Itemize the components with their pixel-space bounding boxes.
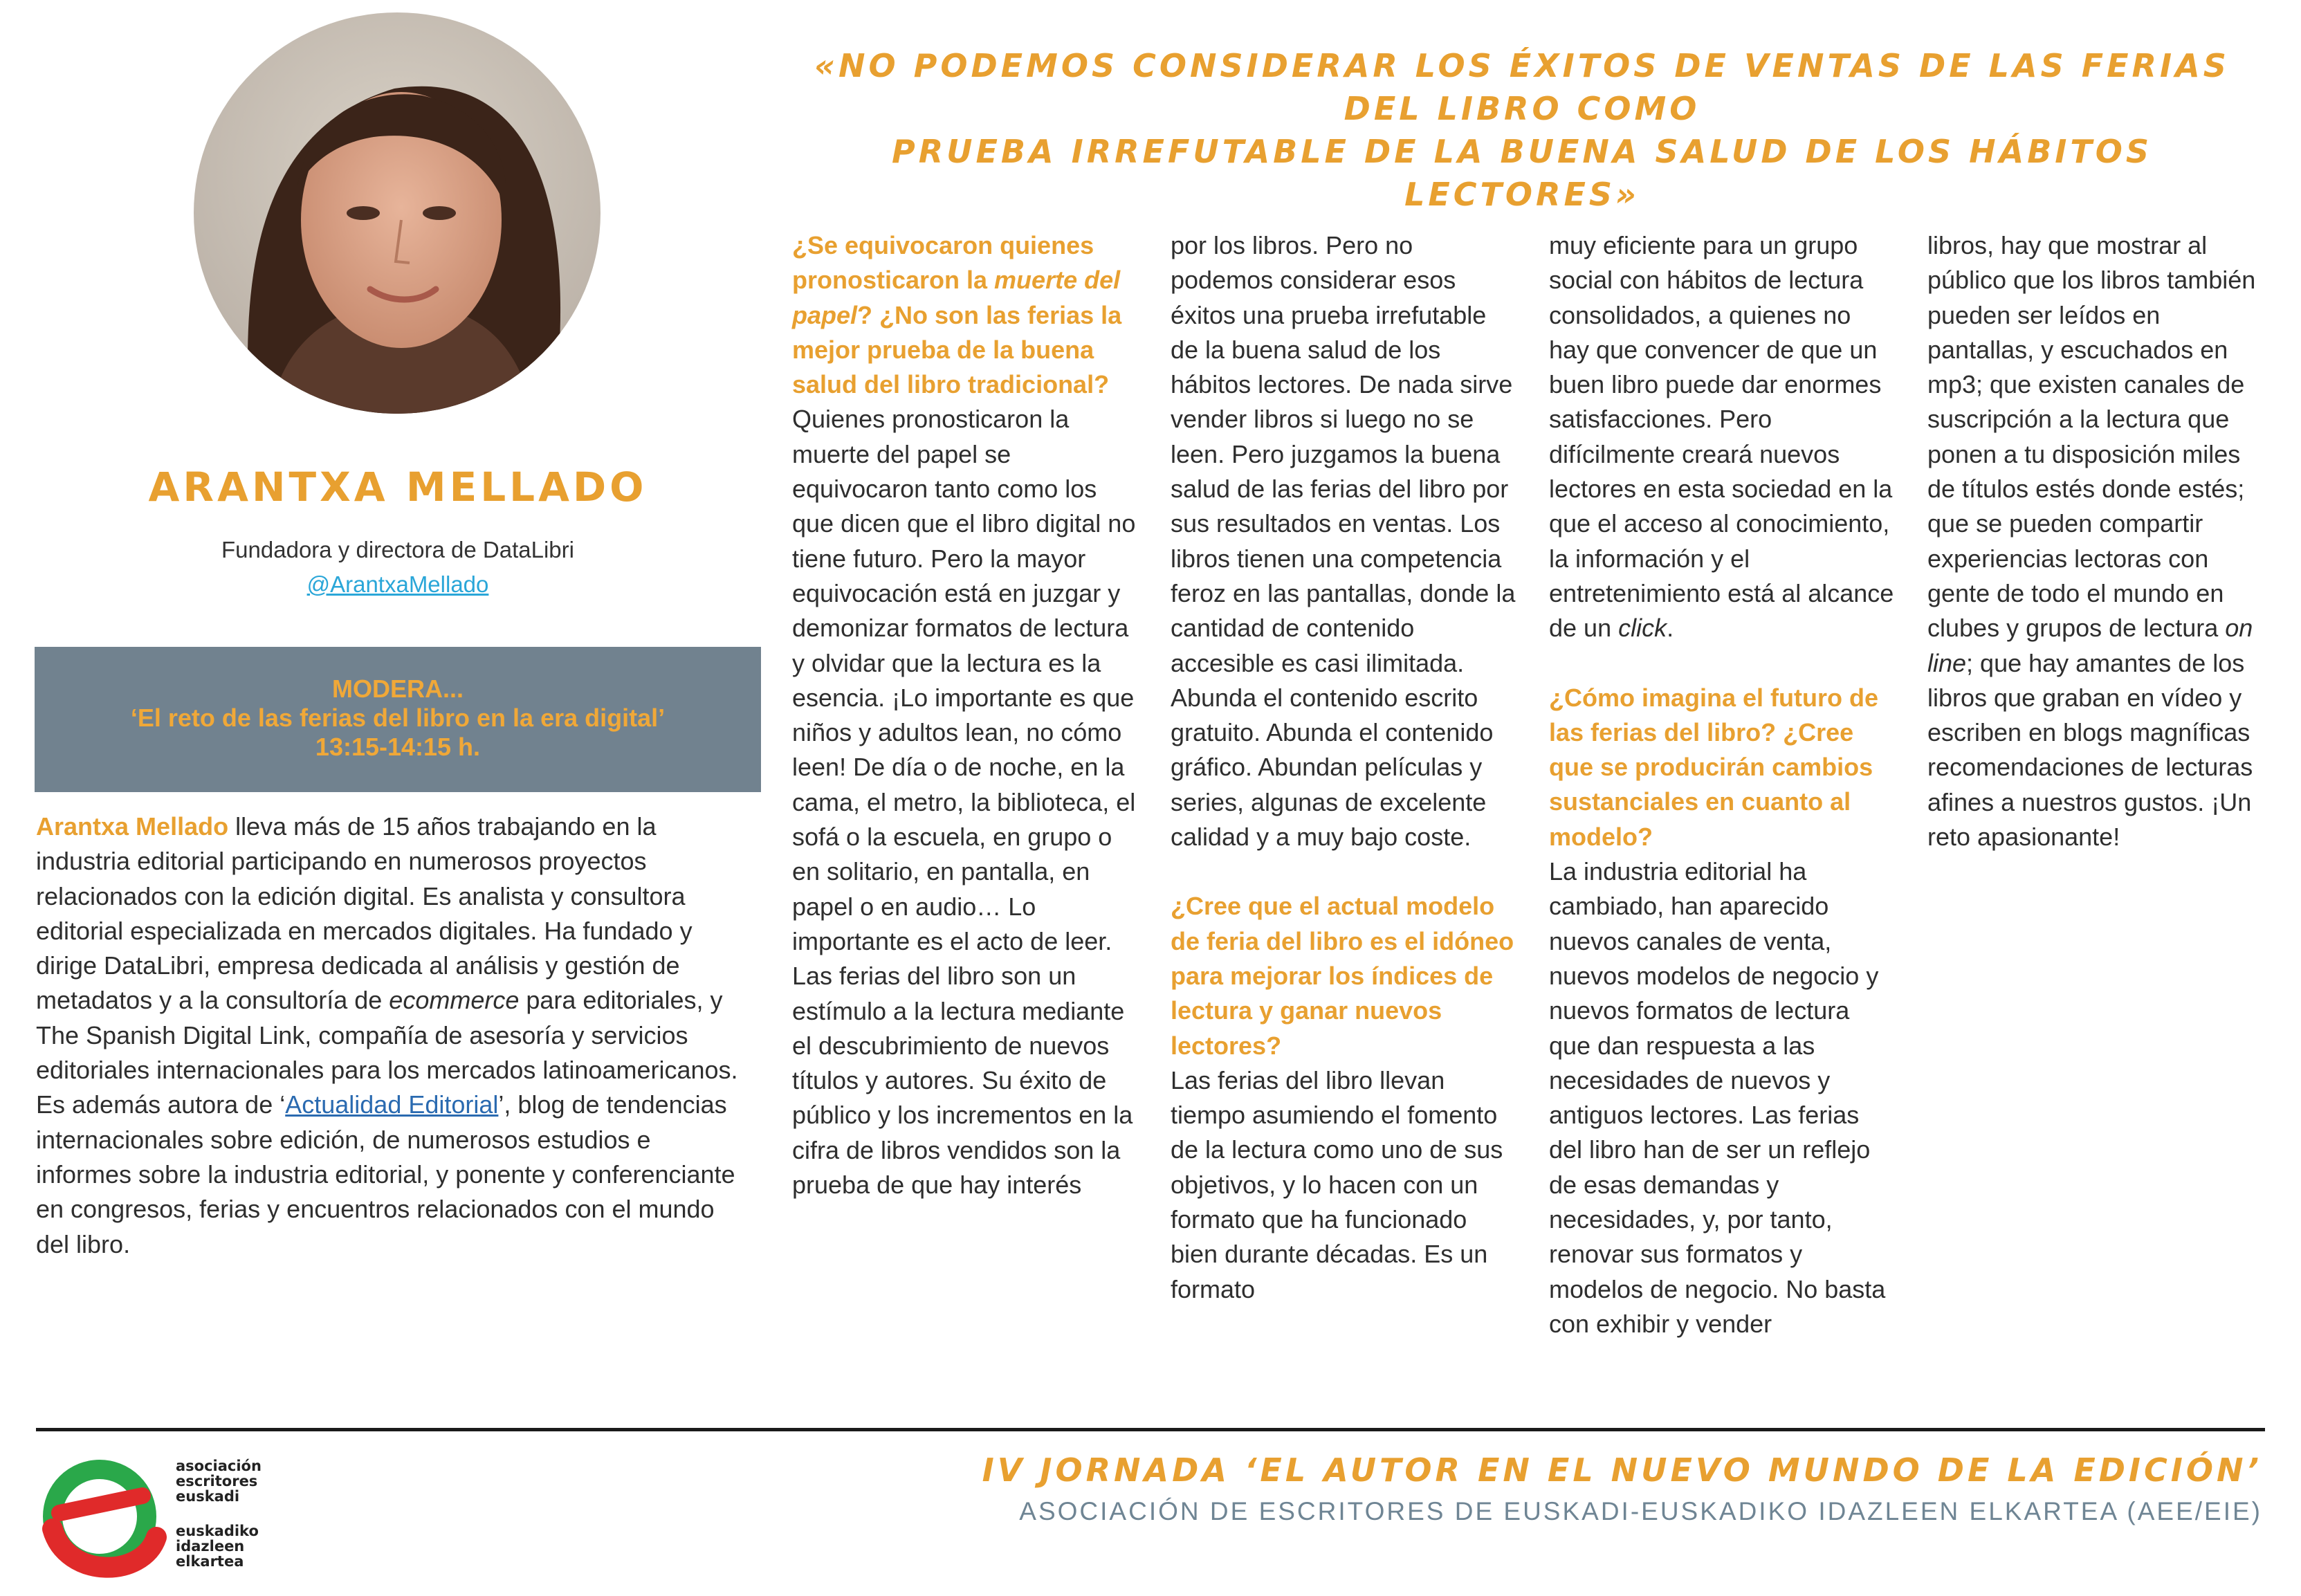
answer-1-continued: por los libros. Pero no podemos considerar esos éxitos una prueba irrefutable de la buena salud de los hábitos lectores. De nada sirve vender libros si luego no se leen. Pero juzgamos la buena salud de las ferias del libro por sus resultados en ventas. Los libros tienen una competencia feroz en las pantallas, donde la cantidad de contenido accesible es casi ilimitada. Abunda el contenido escrito gratuito. Abunda el contenido gráfico. Abundan películas y series, algunas de excelente calidad y a muy bajo coste. — [1171, 231, 1516, 852]
session-time: 13:15-14:15 h. — [315, 733, 481, 761]
answer-2: Las ferias del libro llevan tiempo asumiendo el fomento de la lectura como uno de sus objetivos, y lo hacen con un formato que ha funcionado bien durante décadas. Es un formato — [1171, 1065, 1503, 1303]
answer-1: Quienes pronosticaron la muerte del papel se equivocaron tanto como los que dicen que el libro digital no tiene futuro. Pero la mayor equivocación está en juzgar y demonizar formatos de lectura y olvidar que la lectura es la esencia. ¡Lo importante es que niños y adultos lean, no cómo leen! De día o de noche, en la cama, el metro, la biblioteca, el sofá o la escuela, en grupo o en solitario, en pantalla, en papel o en audio… Lo importante es el acto de leer. Las ferias del libro son un estímulo a la lectura mediante el descubrimiento de nuevos títulos y autores. Su éxito de público y los incrementos en la cifra de libros vendidos son la prueba de que hay interés — [792, 405, 1136, 1200]
session-title: ‘El reto de las ferias del libro en la era digital’ — [130, 704, 666, 732]
interview-column-3 — [1549, 228, 1895, 1341]
author-portrait — [194, 12, 601, 414]
answer-3: La industria editorial ha cambiado, han aparecido nuevos canales de venta, nuevos modelos de negocio y nuevos formatos de lectura que dan respuesta a las necesidades de nuevos y antiguos lectores. Las ferias del libro han de ser un reflejo de esas demandas y necesidades, y, por tanto, renovar sus formatos y modelos de negocio. No basta con exhibir y vender — [1549, 857, 1886, 1338]
author-name: ARANTXA MELLADO — [148, 464, 648, 511]
author-bio — [36, 809, 742, 1262]
bio-name: Arantxa Mellado — [36, 812, 229, 841]
headline-quote — [768, 44, 2276, 216]
interview-column-2 — [1171, 228, 1516, 1307]
association-logo — [39, 1447, 288, 1593]
logo-mark-icon — [39, 1447, 170, 1593]
bio-italic: ecommerce — [389, 986, 520, 1015]
author-twitter-link[interactable]: @ArantxaMellado — [306, 571, 489, 597]
bio-text: lleva más de 15 años trabajando en la industria editorial participando en numerosos proyectos relacionados con la edición digital. Es analista y consultora editorial especializada en mercados digitales. Ha fundado y dirige DataLibri, empresa dedicada al análisis y gestión de metadatos y a la consultoría de — [36, 812, 693, 1015]
interview-column-4 — [1927, 228, 2273, 854]
author-role: Fundadora y directora de DataLibri — [221, 537, 574, 562]
session-box — [35, 647, 761, 792]
event-title: IV JORNADA ‘EL AUTOR EN EL NUEVO MUNDO DE LA EDICIÓN’ — [982, 1451, 2262, 1489]
answer-2-continued: muy eficiente para un grupo social con hábitos de lectura consolidados, a quienes no hay que convencer de que un buen libro puede dar enormes satisfacciones. Pero difícilmente creará nuevos lectores en esta sociedad en la que el acceso al conocimiento, la información y el entretenimiento está al alcance de un click. — [1549, 231, 1894, 643]
answer-3-continued: libros, hay que mostrar al público que los libros también pueden ser leídos en pantallas, y escuchados en mp3; que existen canales de suscripción a la lectura que ponen a tu disposición miles de títulos estés donde estés; que se pueden compartir experiencias lectoras con gente de todo el mundo en clubes y grupos de lectura on line; que hay amantes de los libros que graban en vídeo y escriben en blogs magníficas recomendaciones de lecturas afines a nuestros gustos. ¡Un reto apasionante! — [1927, 231, 2256, 852]
question-3: ¿Cómo imagina el futuro de las ferias del libro? ¿Cree que se producirán cambios sustanciales en cuanto al modelo? — [1549, 683, 1879, 851]
headline-line-1: «NO PODEMOS CONSIDERAR LOS ÉXITOS DE VENTAS DE LAS FERIAS DEL LIBRO COMO — [814, 47, 2230, 127]
session-role: MODERA... — [331, 675, 464, 703]
bio-text: para editoriales, y The Spanish Digital Link, compañía de asesoría y servicios editoriales internacionales para los mercados latinoamericanos. Es además autora de ‘ — [36, 986, 738, 1119]
footer-divider — [36, 1428, 2265, 1431]
logo-text-eu: euskadiko idazleen elkartea — [176, 1523, 259, 1570]
question-2: ¿Cree que el actual modelo de feria del libro es el idóneo para mejorar los índices de lectura y ganar nuevos lectores? — [1171, 892, 1514, 1060]
blog-link[interactable]: Actualidad Editorial — [285, 1090, 499, 1119]
bio-text: ’, blog de tendencias internacionales sobre edición, de numerosos estudios e informes sobre la industria editorial, y ponente y conferenciante en congresos, ferias y encuentros relacionados con el mundo del libro. — [36, 1090, 735, 1258]
interview-column-1 — [792, 228, 1138, 1202]
association-name: ASOCIACIÓN DE ESCRITORES DE EUSKADI-EUSKADIKO IDAZLEEN ELKARTEA (AEE/EIE) — [1019, 1497, 2262, 1525]
logo-text-es: asociación escritores euskadi — [176, 1458, 262, 1505]
headline-line-2: PRUEBA IRREFUTABLE DE LA BUENA SALUD DE LOS HÁBITOS LECTORES» — [892, 133, 2152, 213]
question-1: ¿Se equivocaron quienes pronosticaron la muerte del papel? ¿No son las ferias la mejor prueba de la buena salud del libro tradicional? — [792, 231, 1122, 399]
